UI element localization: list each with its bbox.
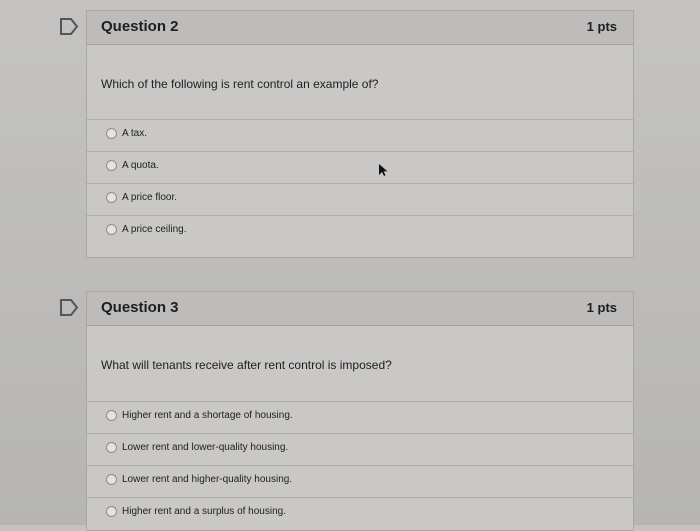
question-card-3 <box>86 291 634 531</box>
question-card-2 <box>86 10 634 258</box>
radio-button[interactable] <box>106 410 117 421</box>
answer-label[interactable]: Higher rent and a shortage of housing. <box>122 410 293 421</box>
answer-label[interactable]: A price ceiling. <box>122 224 187 235</box>
answer-list <box>87 119 633 247</box>
radio-button[interactable] <box>106 128 117 139</box>
answer-option[interactable] <box>87 433 633 465</box>
answer-option[interactable] <box>87 215 633 247</box>
answer-list <box>87 401 633 529</box>
question-text: Which of the following is rent control an example of? <box>101 77 379 91</box>
answer-option[interactable] <box>87 151 633 183</box>
question-text: What will tenants receive after rent control is imposed? <box>101 358 392 372</box>
answer-option[interactable] <box>87 119 633 151</box>
question-title: Question 2 <box>101 18 179 35</box>
mouse-cursor-icon <box>378 163 388 177</box>
question-points: 1 pts <box>586 19 617 34</box>
answer-option[interactable] <box>87 401 633 433</box>
flag-icon[interactable] <box>59 18 79 35</box>
radio-button[interactable] <box>106 442 117 453</box>
answer-label[interactable]: Higher rent and a surplus of housing. <box>122 506 286 517</box>
question-title: Question 3 <box>101 299 179 316</box>
radio-button[interactable] <box>106 160 117 171</box>
radio-button[interactable] <box>106 474 117 485</box>
radio-button[interactable] <box>106 224 117 235</box>
question-header <box>87 292 633 326</box>
answer-option[interactable] <box>87 183 633 215</box>
question-header <box>87 11 633 45</box>
answer-label[interactable]: A price floor. <box>122 192 178 203</box>
answer-label[interactable]: A tax. <box>122 128 148 139</box>
radio-button[interactable] <box>106 506 117 517</box>
answer-option[interactable] <box>87 497 633 529</box>
answer-label[interactable]: Lower rent and higher-quality housing. <box>122 474 293 485</box>
question-points: 1 pts <box>586 300 617 315</box>
answer-label[interactable]: Lower rent and lower-quality housing. <box>122 442 289 453</box>
flag-icon[interactable] <box>59 299 79 316</box>
answer-label[interactable]: A quota. <box>122 160 159 171</box>
radio-button[interactable] <box>106 192 117 203</box>
answer-option[interactable] <box>87 465 633 497</box>
